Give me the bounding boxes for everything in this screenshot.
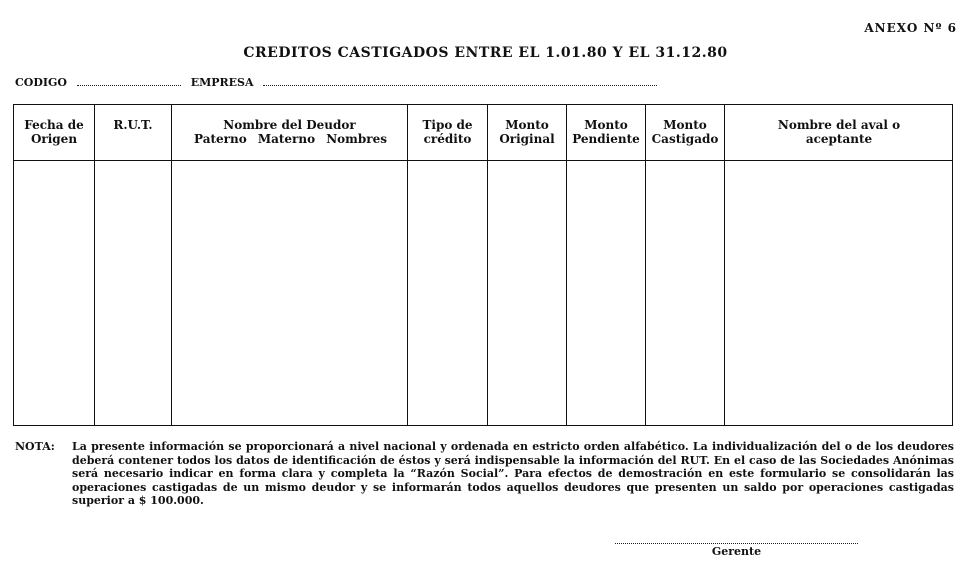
- subheader-paterno: Paterno: [194, 132, 247, 146]
- column-divider: [171, 104, 172, 426]
- signature-line[interactable]: [615, 543, 858, 544]
- header-rut: R.U.T.: [113, 118, 153, 132]
- header-fecha-origen: Fecha de Origen: [24, 118, 84, 146]
- header-monto-castigado: Monto Castigado: [651, 118, 719, 146]
- subheader-materno: Materno: [257, 132, 316, 146]
- codigo-label: CODIGO: [15, 76, 67, 89]
- empresa-label: EMPRESA: [190, 76, 254, 89]
- header-monto-original: Monto Original: [499, 118, 555, 146]
- deudor-subheaders: [172, 132, 407, 146]
- subheader-nombres: Nombres: [326, 132, 387, 146]
- annex-number: ANEXO Nº 6: [864, 21, 957, 35]
- header-nombre-deudor: Nombre del Deudor Paterno Materno Nombres: [172, 118, 407, 146]
- signature-label: Gerente: [711, 545, 762, 558]
- column-divider: [487, 104, 488, 426]
- column-divider: [724, 104, 725, 426]
- header-nombre-aval: Nombre del aval o aceptante: [777, 118, 901, 146]
- column-divider: [566, 104, 567, 426]
- header-monto-pendiente: Monto Pendiente: [572, 118, 640, 146]
- identification-line: [15, 75, 657, 89]
- header-tipo-credito: Tipo de crédito: [422, 118, 473, 146]
- note-label: NOTA:: [15, 440, 55, 453]
- empresa-field[interactable]: [263, 75, 657, 86]
- page-title: CREDITOS CASTIGADOS ENTRE EL 1.01.80 Y EL 31.12.80: [243, 45, 728, 61]
- column-divider: [94, 104, 95, 426]
- column-divider: [645, 104, 646, 426]
- note-text: La presente información se proporcionará a nivel nacional y ordenada en estricto orden alfabético. La individualización del o de los deudores deberá contener todos los datos de identificación de éstos y será indispensable la información del RUT. En el caso de las Sociedades Anónimas será necesario indicar en forma clara y completa la “Razón Social”. Para efectos de demostración en este formulario se consolidarán las operaciones castigadas de un mismo deudor y se informarán todos aquellos deudores que presenten un saldo por operaciones castigadas superior a $ 100.000.: [72, 440, 954, 507]
- column-divider: [407, 104, 408, 426]
- codigo-field[interactable]: [77, 75, 181, 86]
- table-header-divider: [13, 160, 953, 161]
- credits-table: [13, 104, 953, 426]
